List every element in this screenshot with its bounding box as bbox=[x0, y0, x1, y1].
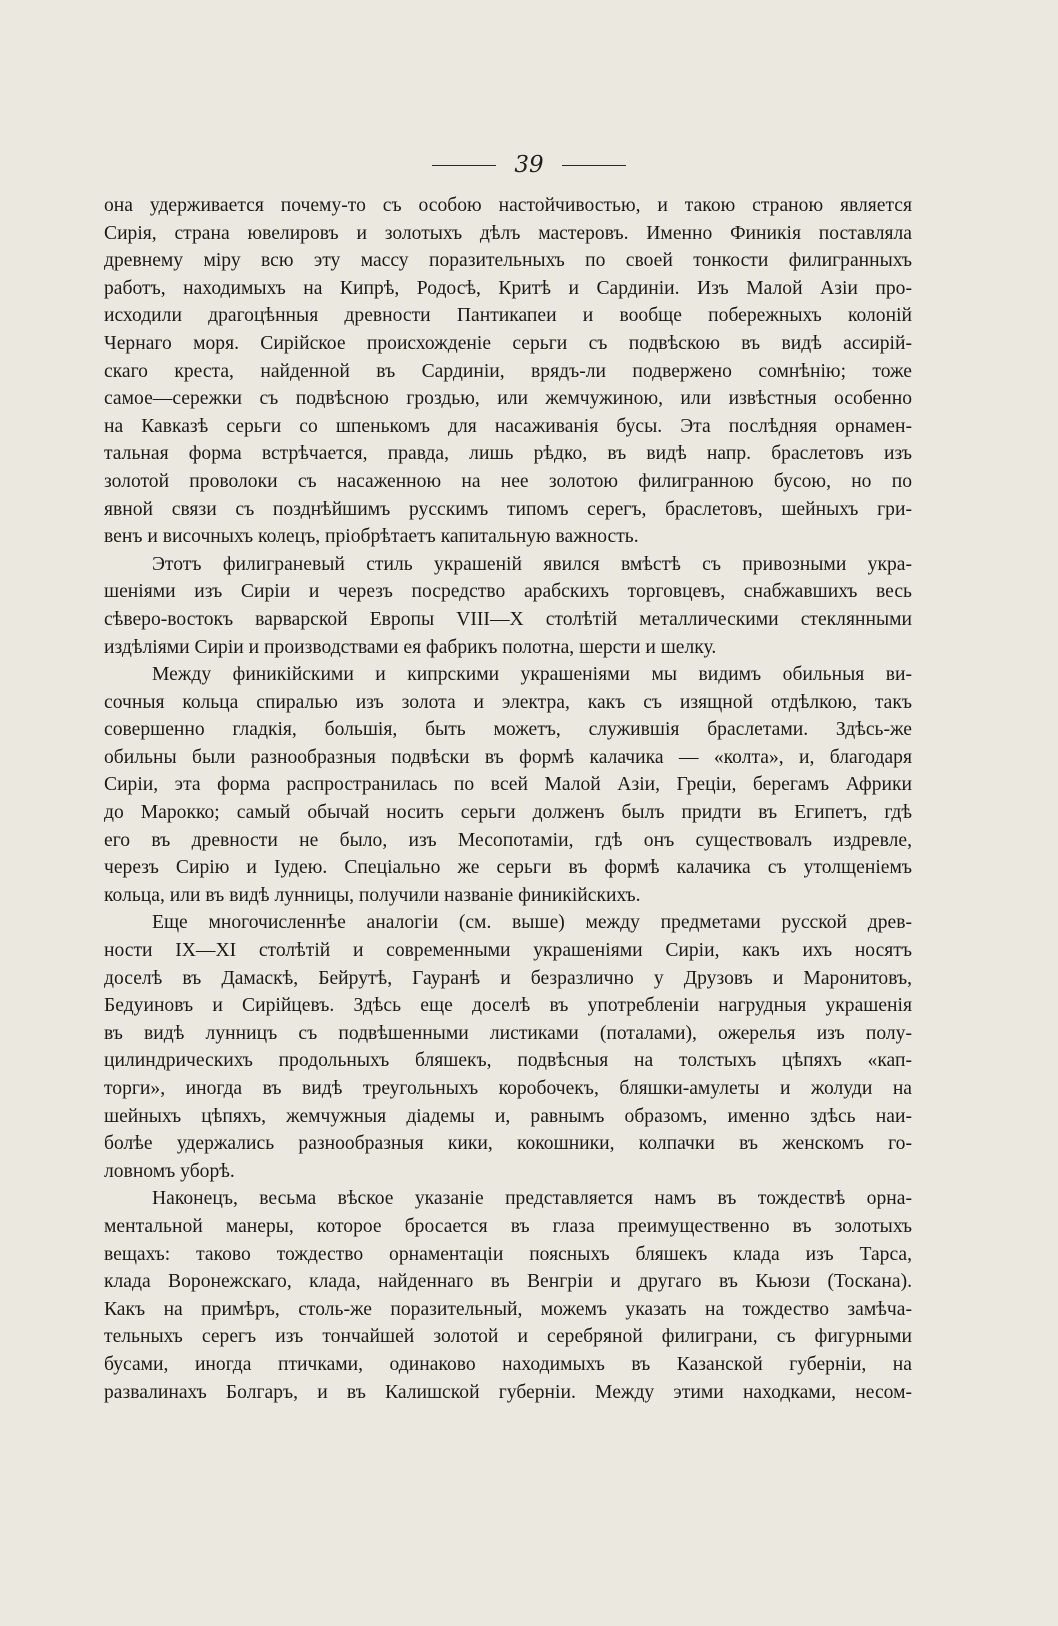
text-line: ловномъ уборѣ. bbox=[104, 1160, 235, 1182]
paragraph bbox=[104, 909, 912, 1185]
text-line: совершенно гладкія, большія, быть можетъ, служившія браслетами. Здѣсь-же bbox=[104, 719, 912, 741]
text-line: обильны были разнообразныя подвѣски въ формѣ калачика — «колта», и, благодаря bbox=[104, 746, 912, 768]
text-line: шеніями изъ Сиріи и черезъ посредство арабскихъ торговцевъ, снабжавшихъ весь bbox=[104, 581, 912, 603]
text-line: шейныхъ цѣпяхъ, жемчужныя діадемы и, равнымъ образомъ, именно здѣсь наи- bbox=[104, 1105, 912, 1127]
text-line: торги», иногда въ видѣ треугольныхъ коробочекъ, бляшки-амулеты и жолуди на bbox=[104, 1078, 912, 1099]
text-line: золотой проволоки съ насаженною на нее золотою филигранною бусою, но по bbox=[104, 470, 912, 492]
text-line: Сирія, страна ювелировъ и золотыхъ дѣлъ мастеровъ. Именно Финикія поставляла bbox=[104, 222, 912, 244]
text-line: до Марокко; самый обычай носить серьги долженъ былъ придти въ Египетъ, гдѣ bbox=[104, 802, 912, 824]
page-number: 39 bbox=[514, 152, 544, 178]
text-line: Сиріи, эта форма распространилась по всей Малой Азіи, Греціи, берегамъ Африки bbox=[104, 774, 912, 796]
header-rule-left bbox=[432, 165, 496, 166]
text-line: клада Воронежскаго, клада, найденнаго въ Венгріи и другаго въ Кьюзи (Тоскана). bbox=[104, 1271, 912, 1293]
text-line: его въ древности не было, изъ Месопотаміи, гдѣ онъ существовалъ издревле, bbox=[104, 829, 912, 851]
text-line: Наконецъ, весьма вѣское указаніе представляется намъ въ тождествѣ орна- bbox=[152, 1188, 912, 1210]
text-line: издѣліями Сиріи и производствами ея фабрикъ полотна, шерсти и шелку. bbox=[104, 636, 717, 658]
header-rule-right bbox=[562, 165, 626, 166]
text-line: Бедуиновъ и Сирійцевъ. Здѣсь еще доселѣ въ употребленіи нагрудныя украшенія bbox=[104, 995, 912, 1017]
text-line: Какъ на примѣръ, столь-же поразительный, можемъ указать на тождество замѣча- bbox=[104, 1298, 912, 1320]
text-line: кольца, или въ видѣ лунницы, получили названіе финикійскихъ. bbox=[104, 884, 641, 906]
text-line: Между финикійскими и кипрскими украшеніями мы видимъ обильныя ви- bbox=[152, 664, 912, 686]
text-line: тальная форма встрѣчается, правда, лишь рѣдко, въ видѣ напр. браслетовъ изъ bbox=[104, 443, 912, 465]
text-line: она удерживается почему-то съ особою настойчивостью, и такою страною является bbox=[104, 195, 912, 216]
text-line: Этотъ филиграневый стиль украшеній явился вмѣстѣ съ привозными укра- bbox=[152, 553, 912, 575]
text-line: древнему міру всю эту массу поразительныхъ по своей тонкости филигранныхъ bbox=[104, 250, 912, 272]
paragraph bbox=[104, 1185, 912, 1406]
text-line: вещахъ: таково тождество орнаментаціи поясныхъ бляшекъ клада изъ Тарса, bbox=[104, 1243, 912, 1265]
text-line: Чернаго моря. Сирійское происхожденіе серьги съ подвѣскою въ видѣ ассирій- bbox=[104, 332, 912, 354]
text-line: болѣе удержались разнообразныя кики, кокошники, колпачки въ женскомъ го- bbox=[104, 1133, 912, 1155]
text-line: ментальной манеры, которое бросается въ глаза преимущественно въ золотыхъ bbox=[104, 1215, 912, 1237]
page-header bbox=[0, 152, 1058, 178]
text-line: работъ, находимыхъ на Кипрѣ, Родосѣ, Критѣ и Сардиніи. Изъ Малой Азіи про- bbox=[104, 277, 912, 299]
text-line: тельныхъ серегъ изъ тончайшей золотой и серебряной филиграни, съ фигурными bbox=[104, 1326, 912, 1348]
text-line: явной связи съ позднѣйшимъ русскимъ типомъ серегъ, браслетовъ, шейныхъ гри- bbox=[104, 498, 912, 520]
text-line: Еще многочисленнѣе аналогіи (см. выше) между предметами русской древ- bbox=[152, 912, 912, 934]
paragraph bbox=[104, 661, 912, 909]
text-line: въ видѣ лунницъ съ подвѣшенными листиками (поталами), ожерелья изъ полу- bbox=[104, 1022, 912, 1044]
paragraph bbox=[104, 192, 912, 551]
text-line: цилиндрическихъ продольныхъ бляшекъ, подвѣсныя на толстыхъ цѣпяхъ «кап- bbox=[104, 1050, 912, 1072]
paragraph bbox=[104, 551, 912, 661]
text-line: на Кавказѣ серьги со шпенькомъ для насаживанія бусы. Эта послѣдняя орнамен- bbox=[104, 415, 912, 437]
text-line: скаго креста, найденной въ Сардиніи, врядъ-ли подвержено сомнѣнію; тоже bbox=[104, 360, 912, 382]
text-line: бусами, иногда птичками, одинаково находимыхъ въ Казанской губерніи, на bbox=[104, 1353, 912, 1375]
text-line: черезъ Сирію и Іудею. Спеціально же серьги въ формѣ калачика съ утолщеніемъ bbox=[104, 857, 912, 879]
text-line: ности IX—XI столѣтій и современными украшеніями Сиріи, какъ ихъ носятъ bbox=[104, 940, 912, 962]
text-line: сочныя кольца спиралью изъ золота и электра, какъ съ изящной отдѣлкою, такъ bbox=[104, 691, 912, 713]
text-line: самое—сережки съ подвѣсною гроздью, или жемчужиною, или извѣстныя особенно bbox=[104, 388, 912, 410]
text-line: развалинахъ Болгаръ, и въ Калишской губерніи. Между этими находками, несом- bbox=[104, 1381, 912, 1403]
text-line: исходили драгоцѣнныя древности Пантикапеи и вообще побережныхъ колоній bbox=[104, 305, 912, 327]
body-text bbox=[104, 192, 912, 1406]
text-line: венъ и височныхъ колецъ, пріобрѣтаетъ капитальную важность. bbox=[104, 526, 639, 548]
text-line: доселѣ въ Дамаскѣ, Бейрутѣ, Гауранѣ и безразлично у Друзовъ и Маронитовъ, bbox=[104, 967, 912, 989]
text-line: сѣверо-востокъ варварской Европы VIII—X столѣтій металлическими стеклянными bbox=[104, 608, 912, 630]
